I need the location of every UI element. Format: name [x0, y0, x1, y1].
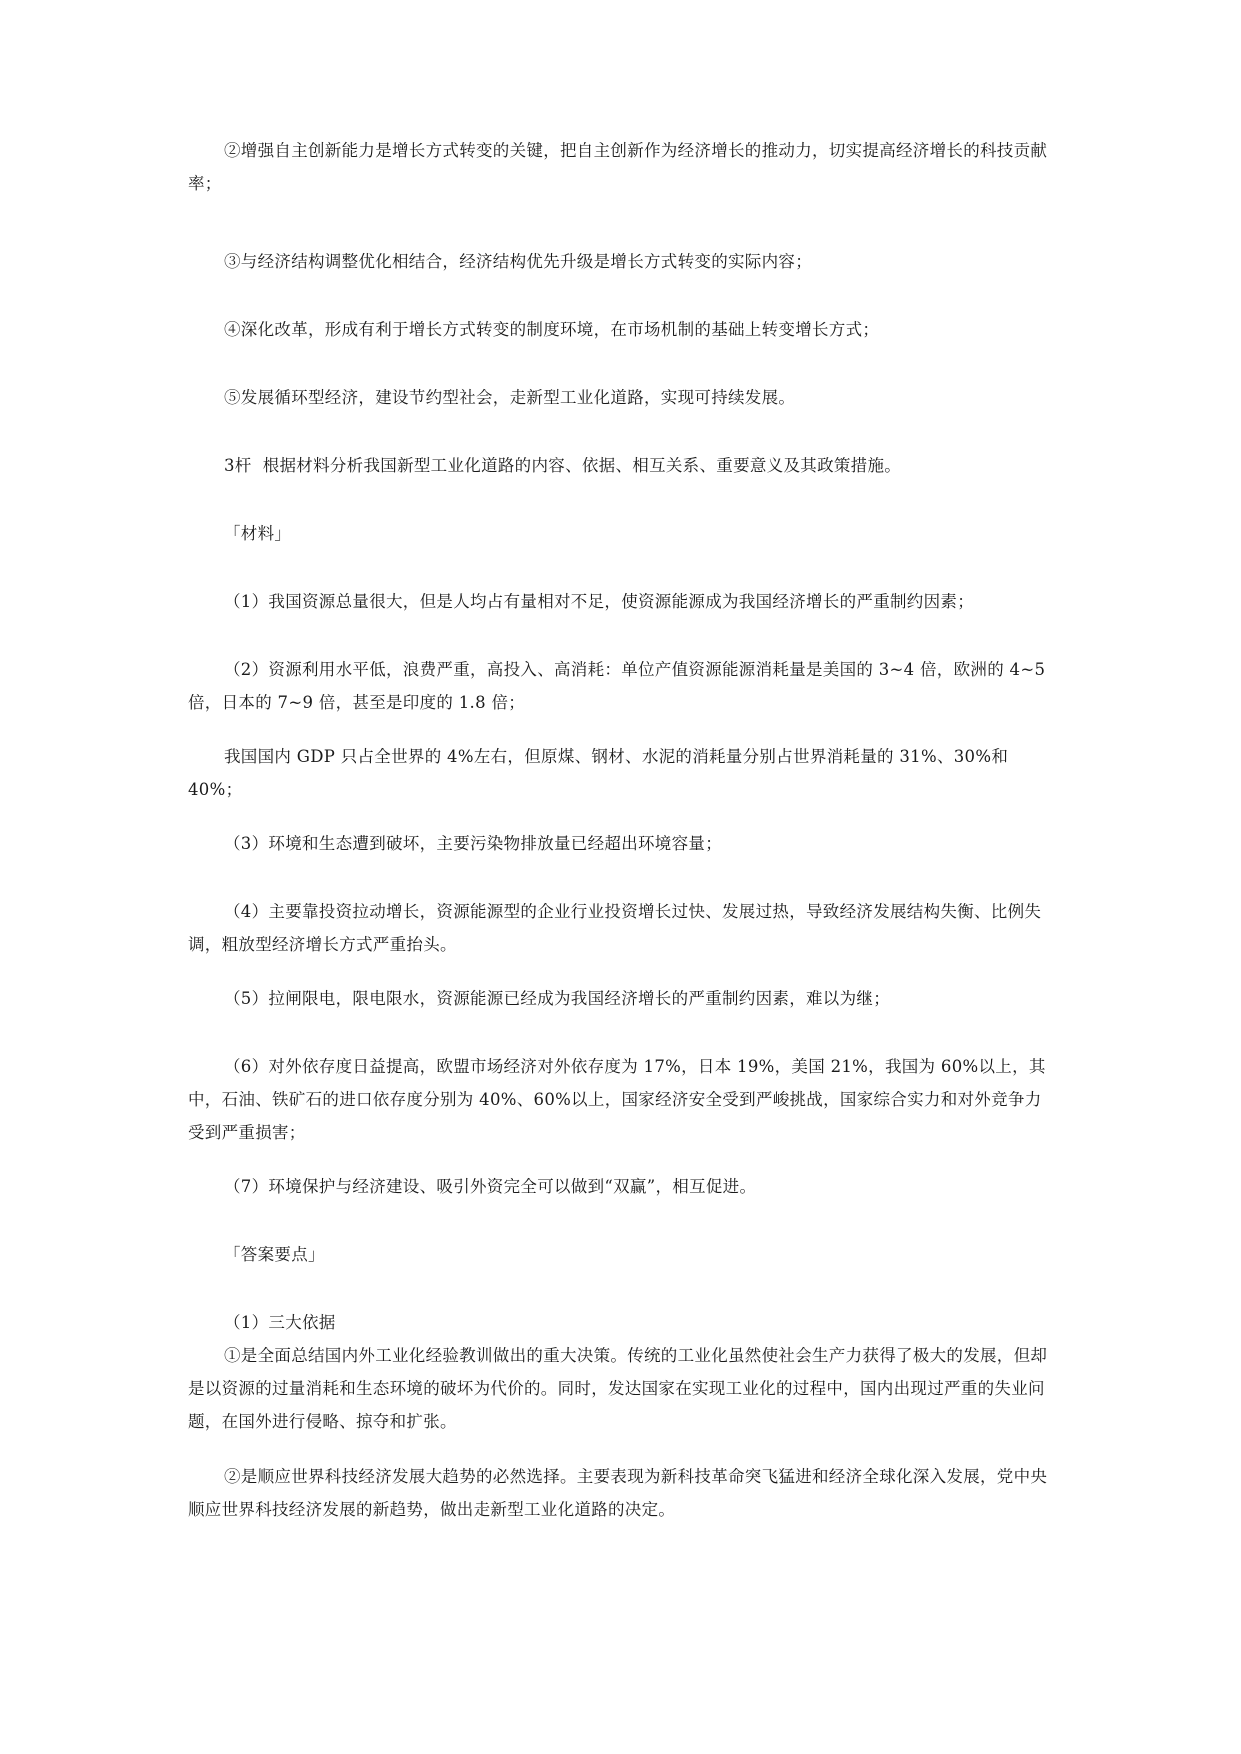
material-item-3: （3）环境和生态遭到破坏，主要污染物排放量已经超出环境容量； — [224, 834, 722, 853]
material-item-7: （7）环境保护与经济建设、吸引外资完全可以做到“双赢”，相互促进。 — [224, 1177, 757, 1196]
material-heading: 「材料」 — [224, 524, 292, 543]
question-heading: 3杆 根据材料分析我国新型工业化道路的内容、依据、相互关系、重要意义及其政策措施。 — [224, 456, 902, 475]
material-item-4: （4）主要靠投资拉动增长，资源能源型的企业行业投资增长过快、发展过热，导致经济发展结构失衡、比例失调，粗放型经济增长方式严重抬头。 — [188, 902, 1042, 954]
paragraph-point-3: ③与经济结构调整优化相结合，经济结构优先升级是增长方式转变的实际内容； — [224, 252, 812, 271]
material-item-2: （2）资源利用水平低，浪费严重，高投入、高消耗：单位产值资源能源消耗量是美国的 3~4 倍，欧洲的 4~5 倍，日本的 7~9 倍，甚至是印度的 1.8 倍； — [188, 660, 1051, 712]
paragraph-point-5: ⑤发展循环型经济，建设节约型社会，走新型工业化道路，实现可持续发展。 — [224, 388, 796, 407]
paragraph-point-4: ④深化改革，形成有利于增长方式转变的制度环境，在市场机制的基础上转变增长方式； — [224, 320, 880, 339]
material-item-6: （6）对外依存度日益提高，欧盟市场经济对外依存度为 17%，日本 19%，美国 21%，我国为 60%以上，其中，石油、铁矿石的进口依存度分别为 40%、60%以上，国家经济安全受到严峻挑战，国家综合实力和对外竞争力受到严重损害； — [188, 1057, 1046, 1142]
answer-subheading-three-bases: （1）三大依据 — [224, 1313, 336, 1332]
paragraph-point-2: ②增强自主创新能力是增长方式转变的关键，把自主创新作为经济增长的推动力，切实提高经济增长的科技贡献率； — [188, 141, 1048, 193]
answer-heading: 「答案要点」 — [224, 1245, 325, 1264]
material-item-5: （5）拉闸限电，限电限水，资源能源已经成为我国经济增长的严重制约因素，难以为继； — [224, 989, 890, 1008]
answer-basis-2: ②是顺应世界科技经济发展大趋势的必然选择。主要表现为新科技革命突飞猛进和经济全球化深入发展，党中央顺应世界科技经济发展的新趋势，做出走新型工业化道路的决定。 — [188, 1467, 1048, 1519]
material-item-1: （1）我国资源总量很大，但是人均占有量相对不足，使资源能源成为我国经济增长的严重制约因素； — [224, 592, 974, 611]
material-gdp-paragraph: 我国国内 GDP 只占全世界的 4%左右，但原煤、钢材、水泥的消耗量分别占世界消耗量的 31%、30%和 40%； — [188, 747, 1014, 799]
answer-basis-1: ①是全面总结国内外工业化经验教训做出的重大决策。传统的工业化虽然使社会生产力获得了极大的发展，但却是以资源的过量消耗和生态环境的破坏为代价的。同时，发达国家在实现工业化的过程中，国内出现过严重的失业问题，在国外进行侵略、掠夺和扩张。 — [188, 1346, 1048, 1431]
